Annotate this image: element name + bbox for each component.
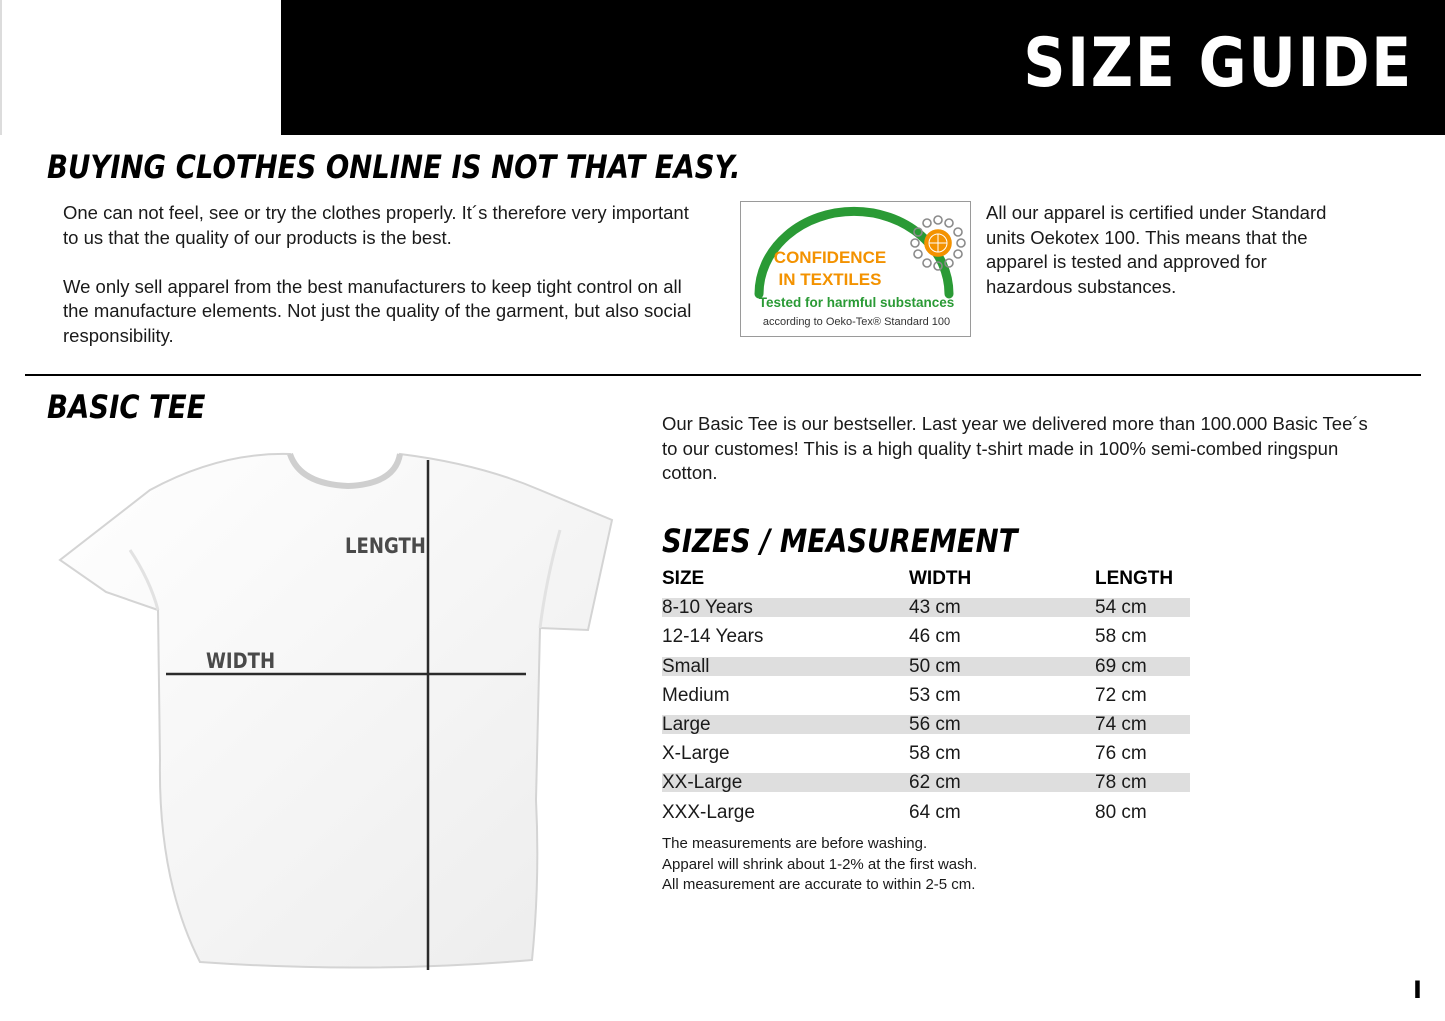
page-title: SIZE GUIDE <box>1023 24 1413 103</box>
size-cell: 8-10 Years <box>662 597 753 619</box>
width-label: WIDTH <box>206 649 276 673</box>
width-cell: 58 cm <box>909 743 961 765</box>
page-number: I <box>1413 976 1422 1004</box>
intro-paragraph-2: We only sell apparel from the best manufacturers to keep tight control on all the manufacture elements. Not just the quality of the garment, but also social responsibility. <box>63 275 692 346</box>
length-label: LENGTH <box>345 534 426 558</box>
width-cell: 56 cm <box>909 713 961 735</box>
table-row <box>662 740 1190 769</box>
note-line: Apparel will shrink about 1-2% at the first wash. <box>662 855 978 873</box>
width-cell: 46 cm <box>909 626 961 648</box>
tshirt-icon <box>40 440 640 980</box>
header-bar <box>281 0 1445 135</box>
oeko-tex-logo <box>740 201 971 337</box>
table-header-row <box>662 565 1190 594</box>
table-row <box>662 682 1190 711</box>
length-cell: 72 cm <box>1095 684 1147 706</box>
width-cell: 62 cm <box>909 772 961 794</box>
size-cell: X-Large <box>662 743 730 765</box>
table-row <box>662 653 1190 682</box>
basic-tee-description: Our Basic Tee is our bestseller. Last year we delivered more than 100.000 Basic Tee´s to our customes! This is a high quality t-shirt made in 100% semi-combed ringspun cotton. <box>662 413 1368 483</box>
intro-paragraph-1: One can not feel, see or try the clothes properly. It´s therefore very important to us that the quality of our products is the best. <box>63 202 689 248</box>
size-cell: XXX-Large <box>662 801 755 823</box>
length-cell: 74 cm <box>1095 713 1147 735</box>
column-header-size: SIZE <box>662 568 705 589</box>
table-row <box>662 711 1190 740</box>
size-table <box>662 565 1190 828</box>
certification-text: All our apparel is certified under Standard units Oekotex 100. This means that the apparel is tested and approved for hazardous substances. <box>986 202 1327 297</box>
size-cell: Large <box>662 713 711 735</box>
tee-diagram <box>40 440 640 980</box>
width-cell: 50 cm <box>909 655 961 677</box>
length-cell: 80 cm <box>1095 801 1147 823</box>
column-header-length: LENGTH <box>1095 568 1174 589</box>
width-cell: 43 cm <box>909 597 961 619</box>
length-cell: 76 cm <box>1095 743 1147 765</box>
left-edge-rule <box>0 0 2 135</box>
intro-text <box>63 201 703 348</box>
sizes-heading: SIZES / MEASUREMENT <box>662 522 1018 560</box>
oeko-logo-line1: CONFIDENCE <box>773 248 887 267</box>
table-row <box>662 769 1190 798</box>
oeko-logo-according: according to Oeko-Tex® Standard 100 <box>762 316 951 328</box>
intro-heading: BUYING CLOTHES ONLINE IS NOT THAT EASY. <box>47 148 741 186</box>
width-cell: 53 cm <box>909 684 961 706</box>
table-row <box>662 799 1190 828</box>
size-cell: Medium <box>662 684 730 706</box>
width-cell: 64 cm <box>909 801 961 823</box>
basic-tee-heading: BASIC TEE <box>47 388 206 426</box>
oeko-logo-line2: IN TEXTILES <box>778 270 882 289</box>
length-cell: 54 cm <box>1095 597 1147 619</box>
length-cell: 58 cm <box>1095 626 1147 648</box>
size-cell: 12-14 Years <box>662 626 764 648</box>
note-line: All measurement are accurate to within 2-5 cm. <box>662 876 976 893</box>
table-row <box>662 594 1190 623</box>
length-cell: 69 cm <box>1095 655 1147 677</box>
flower-emblem-icon <box>911 216 965 270</box>
note-line: The measurements are before washing. <box>662 835 928 852</box>
column-header-width: WIDTH <box>909 568 972 589</box>
section-divider <box>25 374 1421 376</box>
oeko-logo-tested: Tested for harmful substances <box>758 295 955 310</box>
size-cell: XX-Large <box>662 772 743 794</box>
size-cell: Small <box>662 655 710 677</box>
length-cell: 78 cm <box>1095 772 1147 794</box>
measurement-notes <box>662 834 977 896</box>
table-row <box>662 623 1190 652</box>
